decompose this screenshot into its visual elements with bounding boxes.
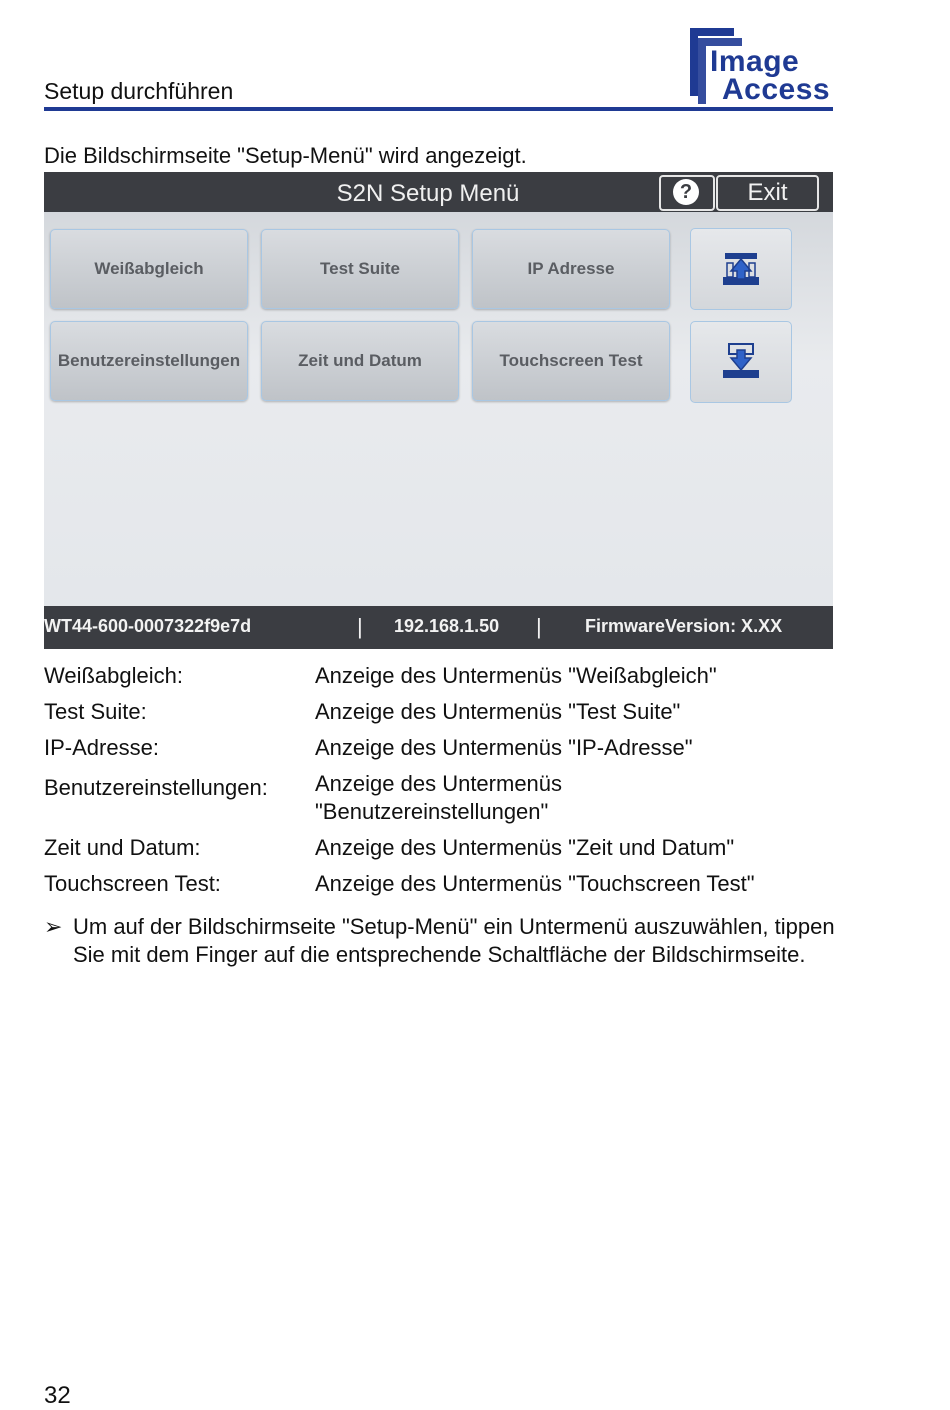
description-term: Test Suite: xyxy=(44,699,147,724)
description-term: Zeit und Datum: xyxy=(44,835,201,860)
status-bar xyxy=(44,606,833,649)
page-number: 32 xyxy=(44,1382,71,1409)
description-term: Benutzereinstellungen: xyxy=(44,775,268,800)
description-term: IP-Adresse: xyxy=(44,735,159,760)
description-row xyxy=(44,866,835,902)
help-icon: ? xyxy=(673,179,699,205)
description-term: Touchscreen Test: xyxy=(44,871,221,896)
description-text: Anzeige des Untermenüs "Weißabgleich" xyxy=(315,663,717,688)
instruction-text: Um auf der Bildschirmseite "Setup-Menü" ein Untermenü auszuwählen, tippen Sie mit dem Finger auf die entsprechende Schaltfläche der Bildschirmseite. xyxy=(73,914,835,967)
page-header-title: Setup durchführen xyxy=(44,78,234,104)
download-icon xyxy=(721,342,761,382)
description-row xyxy=(44,658,835,694)
header-rule xyxy=(44,107,833,111)
exit-button[interactable]: Exit xyxy=(716,175,819,211)
test-suite-button[interactable]: Test Suite xyxy=(261,229,459,309)
description-row xyxy=(44,730,835,766)
logo-text-image: Image xyxy=(710,45,800,78)
description-list xyxy=(44,658,835,902)
description-text: Anzeige des Untermenüs "Touchscreen Test" xyxy=(315,871,755,896)
screen-title: S2N Setup Menü xyxy=(336,180,520,207)
description-row xyxy=(44,830,835,866)
description-row xyxy=(44,766,835,830)
upload-icon xyxy=(721,249,761,289)
firmware-version: FirmwareVersion: X.XX xyxy=(585,616,783,636)
upload-button[interactable] xyxy=(690,228,792,310)
device-id: WT44-600-0007322f9e7d xyxy=(44,616,252,636)
touchscreen-test-button[interactable]: Touchscreen Test xyxy=(472,321,670,401)
intro-text: Die Bildschirmseite "Setup-Menü" wird angezeigt. xyxy=(44,143,527,168)
ip-adresse-button[interactable]: IP Adresse xyxy=(472,229,670,309)
description-term: Weißabgleich: xyxy=(44,663,183,688)
screen-titlebar xyxy=(44,172,833,212)
description-text: Anzeige des Untermenüs "Test Suite" xyxy=(315,699,681,724)
logo-text-access: Access xyxy=(722,73,831,106)
status-separator: | xyxy=(357,614,363,639)
image-access-logo xyxy=(686,26,836,108)
ip-address: 192.168.1.50 xyxy=(394,616,500,636)
setup-menu-screenshot xyxy=(44,172,833,649)
help-button[interactable] xyxy=(659,175,715,211)
benutzereinstellungen-button[interactable]: Benutzereinstellungen xyxy=(50,321,248,401)
description-text: Anzeige des Untermenüs "IP-Adresse" xyxy=(315,735,693,760)
status-separator: | xyxy=(536,614,542,639)
description-text: Anzeige des Untermenüs "Zeit und Datum" xyxy=(315,835,735,860)
description-text: Anzeige des Untermenüs "Benutzereinstellungen" xyxy=(315,771,563,824)
zeit-und-datum-button[interactable]: Zeit und Datum xyxy=(261,321,459,401)
description-row xyxy=(44,694,835,730)
download-button[interactable] xyxy=(690,321,792,403)
weissabgleich-button[interactable]: Weißabgleich xyxy=(50,229,248,309)
instruction-bullet xyxy=(44,913,844,969)
bullet-arrow-icon: ➢ xyxy=(44,914,63,939)
